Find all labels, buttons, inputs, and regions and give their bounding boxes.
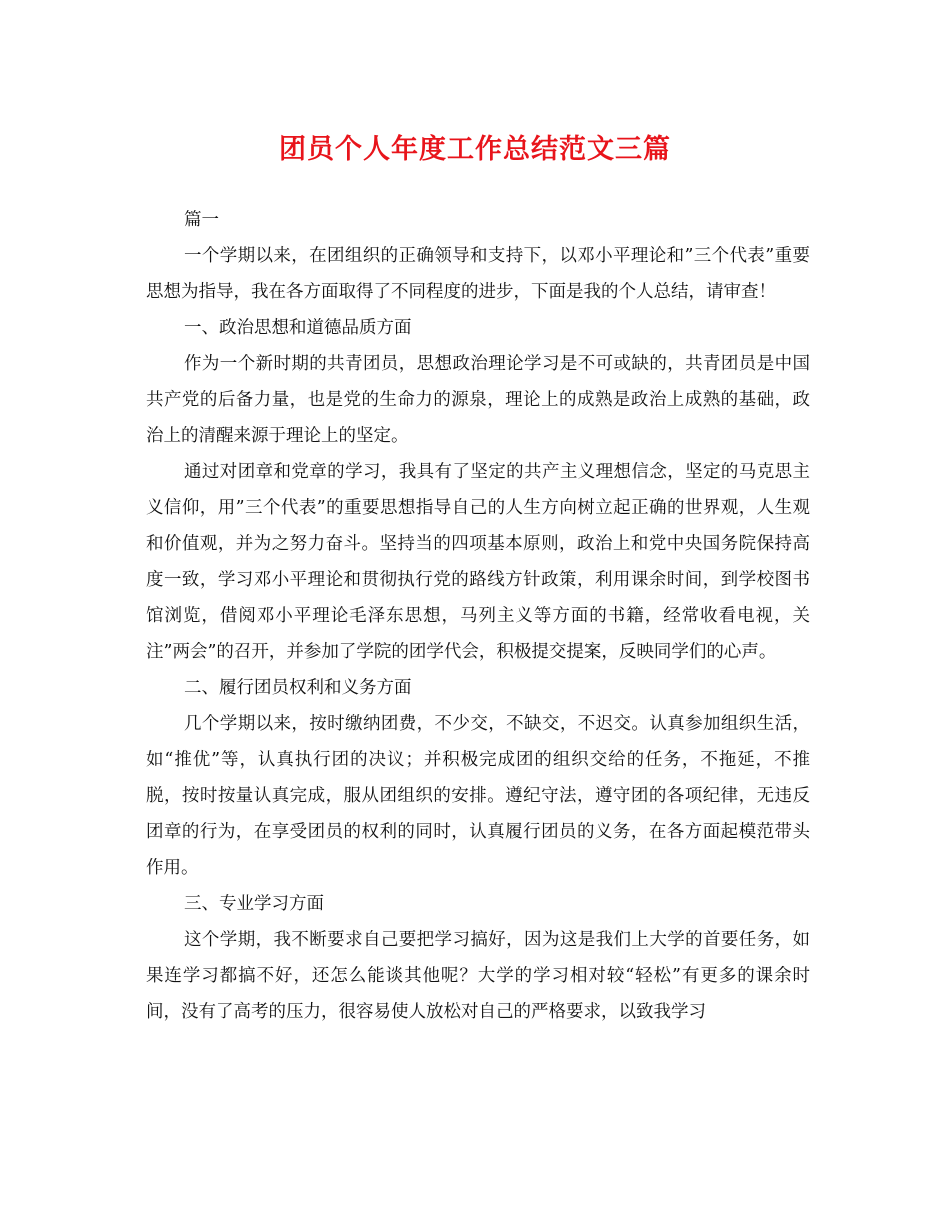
section-heading-political: 一、政治思想和道德品质方面 [184,318,412,338]
duties-paragraph: 几个学期以来，按时缴纳团费，不少交，不缺交，不迟交。认真参加组织生活，如“推优”等，认真执行团的决议；并积极完成团的组织交给的任务，不拖延，不推脱，按时按量认真完成，服从团组织的安排。遵纪守法，遵守团的各项纪律，无违反团章的行为，在享受团员的权利的同时，认真履行团员的义务，在各方面起模范带头作用。 [146,714,810,878]
intro-paragraph: 一个学期以来，在团组织的正确领导和支持下，以邓小平理论和”三个代表”重要思想为指导，我在各方面取得了不同程度的进步，下面是我的个人总结，请审查！ [146,246,810,302]
section-label-pian-yi: 篇一 [184,210,219,230]
document-title: 团员个人年度工作总结范文三篇 [279,134,671,165]
document-body [146,202,810,1030]
study-paragraph: 这个学期，我不断要求自己要把学习搞好，因为这是我们上大学的首要任务，如果连学习都搞不好，还怎么能谈其他呢？大学的学习相对较“轻松”有更多的课余时间，没有了高考的压力，很容易使人放松对自己的严格要求，以致我学习 [146,930,810,1022]
political-paragraph-2: 通过对团章和党章的学习，我具有了坚定的共产主义理想信念，坚定的马克思主义信仰，用”三个代表”的重要思想指导自己的人生方向树立起正确的世界观，人生观和价值观，并为之努力奋斗。坚持当的四项基本原则，政治上和党中央国务院保持高度一致，学习邓小平理论和贯彻执行党的路线方针政策，利用课余时间，到学校图书馆浏览，借阅邓小平理论毛泽东思想，马列主义等方面的书籍，经常收看电视，关注”两会”的召开，并参加了学院的团学代会，积极提交提案，反映同学们的心声。 [146,462,810,662]
section-heading-study: 三、专业学习方面 [184,894,324,914]
political-paragraph-1: 作为一个新时期的共青团员，思想政治理论学习是不可或缺的，共青团员是中国共产党的后备力量，也是党的生命力的源泉，理论上的成熟是政治上成熟的基础，政治上的清醒来源于理论上的坚定。 [146,354,810,446]
section-heading-duties: 二、履行团员权利和义务方面 [184,678,412,698]
